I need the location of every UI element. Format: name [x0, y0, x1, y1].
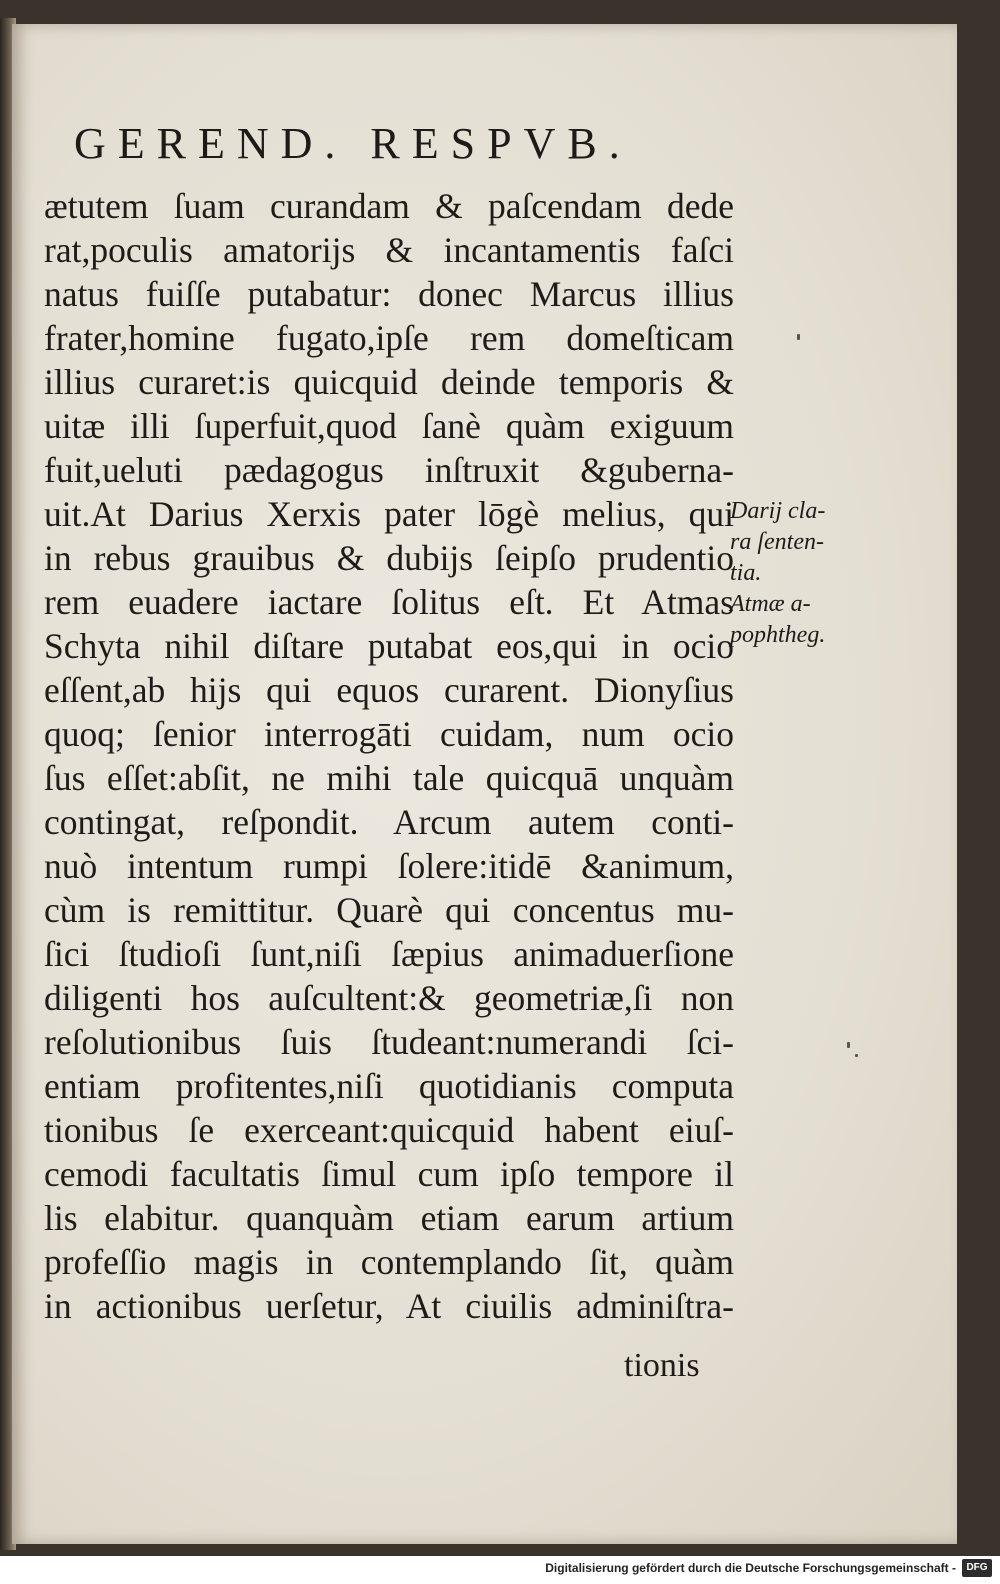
text-line: fuit,ueluti pædagogus inſtruxit &guberna- [44, 450, 734, 490]
text-line: entiam profitentes,niſi quotidianis computa [44, 1066, 734, 1106]
marginal-notes [730, 496, 890, 651]
text-line: in rebus grauibus & dubijs ſeipſo prudentio [44, 538, 734, 578]
footer-credit: Digitalisierung gefördert durch die Deutsche Forschungsgemeinschaft - [545, 1561, 956, 1575]
text-line: natus fuiſſe putabatur: donec Marcus illius [44, 274, 734, 314]
text-line: rem euadere iactare ſolitus eſt. Et Atmas [44, 582, 734, 622]
text-line: eſſent,ab hijs qui equos curarent. Dionyſius [44, 670, 734, 710]
digitization-footer [0, 1556, 1000, 1584]
main-text-block [44, 184, 734, 1328]
text-line: cemodi facultatis ſimul cum ipſo tempore il [44, 1154, 734, 1194]
text-line: diligenti hos auſcultent:& geometriæ,ſi non [44, 978, 734, 1018]
marginal-note-line: ra ſenten- [730, 529, 824, 555]
marginal-note-line: tia. [730, 560, 762, 586]
text-line: cùm is remittitur. Quarè qui concentus mu- [44, 890, 734, 930]
text-line: uit.At Darius Xerxis pater lōgè melius, qui [44, 494, 734, 534]
text-line: Schyta nihil diſtare putabat eos,qui in ocio [44, 626, 734, 666]
text-line: ſus eſſet:abſit, ne mihi tale quicquā unquàm [44, 758, 734, 798]
text-line: illius curaret:is quicquid deinde temporis & [44, 362, 734, 402]
marginal-note-line: Atmæ a- [730, 591, 811, 617]
text-line: uitæ illi ſuperfuit,quod ſanè quàm exiguum [44, 406, 734, 446]
text-line: contingat, reſpondit. Arcum autem conti- [44, 802, 734, 842]
ink-speck [797, 334, 800, 340]
text-line: tionibus ſe exerceant:quicquid habent eiuſ- [44, 1110, 734, 1150]
text-line: ſici ſtudioſi ſunt,niſi ſæpius animaduerſione [44, 934, 734, 974]
ink-speck [847, 1042, 850, 1048]
text-line: frater,homine fugato,ipſe rem domeſticam [44, 318, 734, 358]
book-page [12, 24, 957, 1544]
running-head: GEREND. RESPVB. [74, 119, 632, 168]
text-line: profeſſio magis in contemplando ſit, quàm [44, 1242, 734, 1282]
marginal-note-line: Darij cla- [730, 498, 826, 524]
text-line: ætutem ſuam curandam & paſcendam dede [44, 186, 734, 226]
marginal-note-line: pophtheg. [730, 622, 826, 648]
text-line: nuò intentum rumpi ſolere:itidē &animum, [44, 846, 734, 886]
text-line: rat,poculis amatorijs & incantamentis faſci [44, 230, 734, 270]
catchword: tionis [624, 1347, 700, 1384]
text-line: quoq; ſenior interrogāti cuidam, num ocio [44, 714, 734, 754]
text-line: lis elabitur. quanquàm etiam earum artium [44, 1198, 734, 1238]
ink-speck [855, 1054, 858, 1057]
dfg-logo: DFG [962, 1559, 992, 1577]
text-line: in actionibus uerſetur, At ciuilis adminiſtra- [44, 1286, 734, 1326]
text-line: reſolutionibus ſuis ſtudeant:numerandi ſci- [44, 1022, 734, 1062]
